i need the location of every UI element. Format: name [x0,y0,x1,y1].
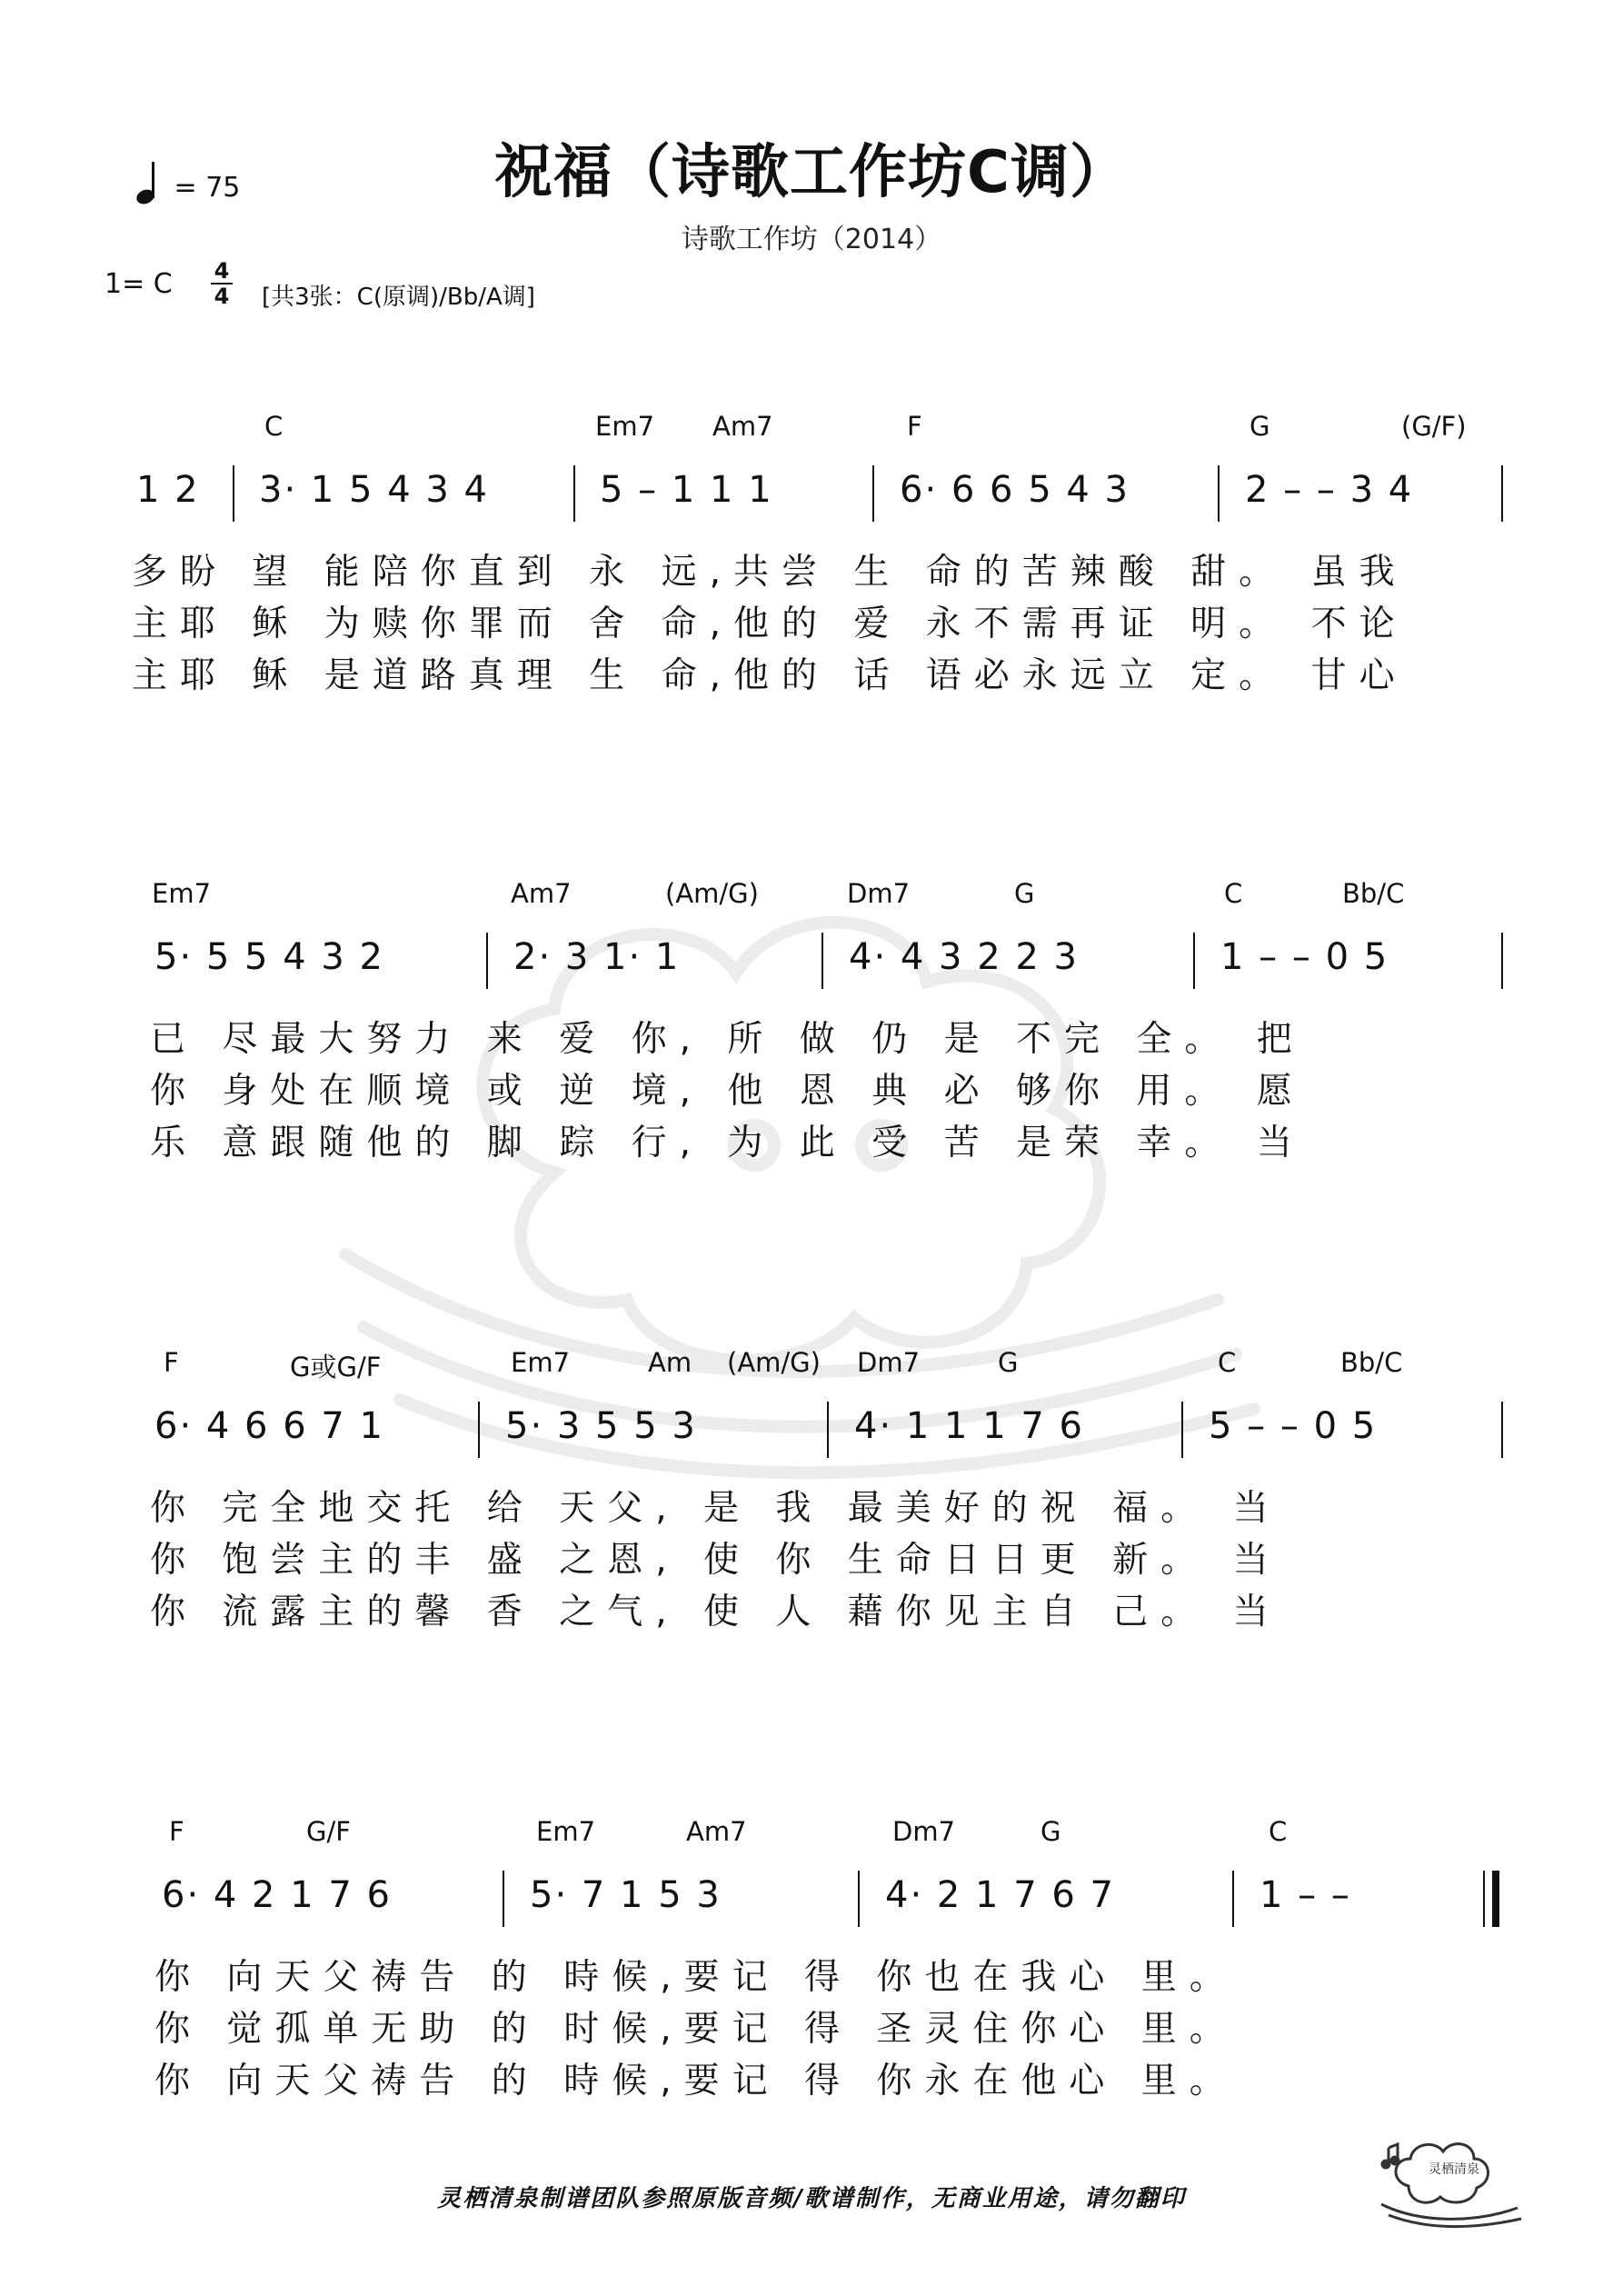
measure: 1 – – [1260,1874,1351,1916]
barline [1232,1871,1234,1927]
lyric-line: 乐 意跟随他的 脚 踪 行, 为 此 受 苦 是荣 幸。 当 [150,1123,1305,1163]
lyric-line: 你 向天父祷告 的 時候,要记 得 你永在他心 里。 [154,2061,1238,2101]
barline [486,933,488,989]
barline [478,1402,480,1458]
chord-label: Em7 [511,1347,571,1378]
chord-label: Am [648,1347,692,1378]
measure: 6· 6 6 5 4 3 [900,469,1130,511]
barline [1218,465,1220,522]
chord-label: (G/F) [1401,411,1467,442]
time-signature [211,259,233,308]
final-barline-thin [1483,1871,1485,1927]
measure: 6· 4 2 1 7 6 [162,1874,392,1916]
lyric-line: 你 流露主的馨 香 之气, 使 人 藉你见主自 己。 当 [150,1592,1281,1632]
lyric-line: 主耶 稣 为赎你罪而 舍 命,他的 爱 永不需再证 明。 不论 [132,604,1408,644]
chord-label: Dm7 [892,1816,956,1847]
barline [1501,465,1503,522]
lyric-line: 你 身处在顺境 或 逆 境, 他 恩 典 必 够你 用。 愿 [150,1071,1305,1112]
lyric-line: 你 饱尝主的丰 盛 之恩, 使 你 生命日日更 新。 当 [150,1540,1281,1581]
chord-label: C [264,411,284,442]
measure: 2· 3 1· 1 [513,936,681,978]
measure: 4· 2 1 7 6 7 [885,1874,1115,1916]
barline [503,1871,504,1927]
song-subtitle: 诗歌工作坊（2014） [681,224,942,255]
chord-label: (Am/G) [727,1347,821,1378]
barline [827,1402,829,1458]
barline [1181,1402,1183,1458]
measure: 5· 7 1 5 3 [530,1874,722,1916]
time-signature-bottom: 4 [214,284,230,309]
lyric-line: 主耶 稣 是道路真理 生 命,他的 话 语必永远立 定。 甘心 [132,655,1408,696]
chord-label: G [998,1347,1019,1378]
chord-label: G [1250,411,1270,442]
chord-label: C [1269,1816,1288,1847]
measure: 5 – – 0 5 [1209,1405,1378,1447]
sheet-key-note: [共3张：C(原调)/Bb/A调] [262,284,535,311]
chord-label: G或G/F [290,1352,382,1383]
barline [573,465,575,522]
barline [1501,1402,1503,1458]
barline [1193,933,1195,989]
measure: 1 – – 0 5 [1220,936,1389,978]
chord-label: G/F [306,1816,351,1847]
lyric-line: 你 完全地交托 给 天父, 是 我 最美好的祝 福。 当 [150,1488,1281,1529]
lyric-line: 已 尽最大努力 来 爱 你, 所 做 仍 是 不完 全。 把 [150,1019,1305,1060]
chord-label: Dm7 [857,1347,921,1378]
barline [1501,933,1503,989]
sheep-watermark [327,873,1290,1491]
barline [872,465,874,522]
lyric-line: 你 觉孤单无助 的 时候,要记 得 圣灵住你心 里。 [154,2009,1238,2050]
footer-credit: 灵栖清泉制谱团队参照原版音频/歌谱制作，无商业用途，请勿翻印 [437,2185,1186,2212]
chord-label: G [1041,1816,1061,1847]
measure: 6· 4 6 6 7 1 [154,1405,384,1447]
chord-label: Bb/C [1342,878,1405,909]
chord-label: F [164,1347,179,1378]
sheep-logo-icon [1372,2131,1527,2231]
logo-text: 灵栖清泉 [1429,2162,1479,2177]
chord-label: (Am/G) [665,878,759,909]
measure: 4· 1 1 1 7 6 [854,1405,1084,1447]
chord-label: F [169,1816,184,1847]
barline [233,465,234,522]
chord-label: Dm7 [847,878,911,909]
chord-label: Am7 [686,1816,747,1847]
chord-label: Am7 [712,411,773,442]
barline [858,1871,860,1927]
chord-label: Em7 [595,411,655,442]
chord-label: Bb/C [1340,1347,1403,1378]
final-barline-thick [1492,1871,1499,1927]
measure: 5· 5 5 4 3 2 [154,936,384,978]
time-signature-top: 4 [211,259,233,285]
barline [821,933,823,989]
measure: 2 – – 3 4 [1245,469,1414,511]
measure: 1 2 [136,469,200,511]
chord-label: Am7 [511,878,572,909]
chord-label: G [1014,878,1035,909]
chord-label: C [1224,878,1243,909]
measure: 5· 3 5 5 3 [505,1405,697,1447]
lyric-line: 多盼 望 能陪你直到 永 远,共尝 生 命的苦辣酸 甜。 虽我 [132,552,1408,593]
chord-label: Em7 [536,1816,596,1847]
measure: 3· 1 5 4 3 4 [259,469,489,511]
chord-label: Em7 [152,878,212,909]
measure: 5 – 1 1 1 [600,469,773,511]
measure: 4· 4 3 2 2 3 [849,936,1079,978]
chord-label: C [1218,1347,1237,1378]
chord-label: F [907,411,922,442]
song-title: 祝福（诗歌工作坊C调） [494,139,1129,206]
lyric-line: 你 向天父祷告 的 時候,要记 得 你也在我心 里。 [154,1957,1238,1998]
key-signature: 1= C [105,268,173,300]
tempo-value: = 75 [174,172,241,204]
